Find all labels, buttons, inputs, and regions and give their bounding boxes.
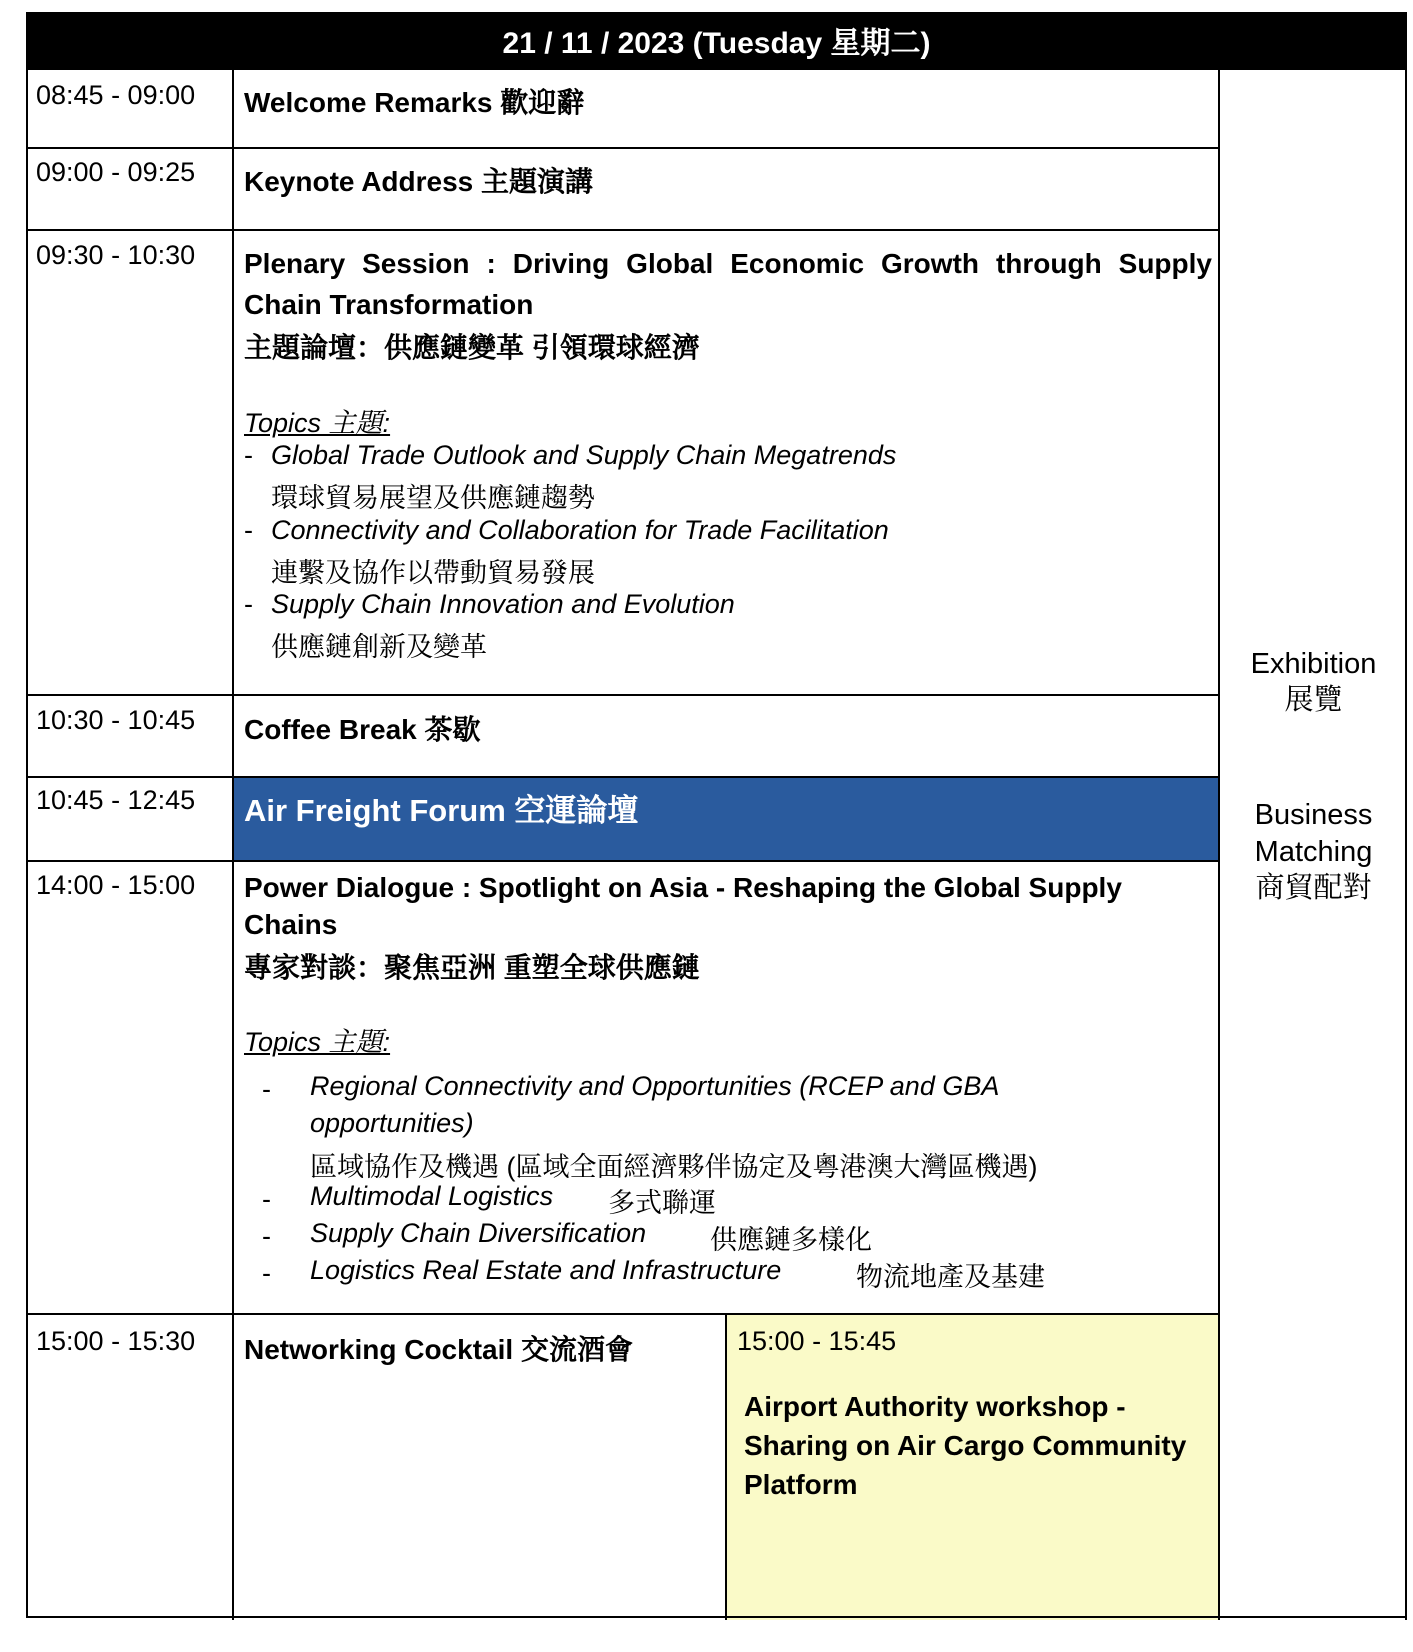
row-divider <box>26 694 1220 696</box>
workshop-title-cont: Platform <box>744 1469 858 1500</box>
topic-en: Regional Connectivity and Opportunities (RCEP and GBA <box>310 1071 1000 1101</box>
time-cell: 09:30 - 10:30 <box>36 240 196 270</box>
business-matching-label-zh: 商貿配對 <box>1255 872 1372 904</box>
time-cell: 08:45 - 09:00 <box>36 80 196 110</box>
row-divider <box>26 147 1220 149</box>
topic-en: Multimodal Logistics <box>310 1181 554 1211</box>
topic-en: Global Trade Outlook and Supply Chain Megatrends <box>271 440 897 470</box>
workshop-time: 15:00 - 15:45 <box>737 1326 897 1356</box>
bullet: - <box>244 440 253 470</box>
session-title: Power Dialogue : Spotlight on Asia - Reshaping the Global Supply <box>244 872 1122 903</box>
topic-zh: 供應鏈多樣化 <box>710 1225 872 1255</box>
session-title-zh: 主題論壇：供應鏈變革 引領環球經濟 <box>244 332 700 363</box>
workshop-divider <box>725 1314 727 1620</box>
business-matching-label-cont: Matching <box>1254 836 1373 868</box>
session-title-zh: 專家對談：聚焦亞洲 重塑全球供應鏈 <box>244 952 700 983</box>
workshop-title-cont: Sharing on Air Cargo Community <box>744 1430 1187 1461</box>
date-header: 21 / 11 / 2023 (Tuesday 星期二) <box>26 12 1407 70</box>
topic-en: Supply Chain Diversification <box>310 1218 647 1248</box>
session-title-cont: Chain Transformation <box>244 289 534 320</box>
bullet: - <box>262 1221 271 1251</box>
topics-label: Topics 主題: <box>244 1027 391 1057</box>
topic-en: Logistics Real Estate and Infrastructure <box>310 1255 782 1285</box>
session-title-cont: Chains <box>244 909 338 940</box>
row-divider <box>26 229 1220 231</box>
row-divider <box>26 1313 1220 1315</box>
workshop-title: Airport Authority workshop - <box>744 1391 1126 1422</box>
row-divider <box>26 776 1220 778</box>
topic-en-cont: opportunities) <box>310 1108 474 1138</box>
topic-zh: 多式聯運 <box>608 1188 716 1218</box>
time-cell: 10:45 - 12:45 <box>36 785 196 815</box>
topic-en: Connectivity and Collaboration for Trade Facilitation <box>271 515 889 545</box>
time-cell: 15:00 - 15:30 <box>36 1326 196 1356</box>
topic-en: Supply Chain Innovation and Evolution <box>271 589 735 619</box>
exhibition-label-zh: 展覽 <box>1284 684 1343 716</box>
topic-zh: 連繫及協作以帶動貿易發展 <box>271 558 595 588</box>
time-cell: 14:00 - 15:00 <box>36 870 196 900</box>
topics-label: Topics 主題: <box>244 408 391 438</box>
time-column-divider <box>232 70 234 1620</box>
bullet: - <box>262 1074 271 1104</box>
session-title: Networking Cocktail 交流酒會 <box>244 1334 633 1365</box>
bullet: - <box>244 589 253 619</box>
session-title: Keynote Address 主題演講 <box>244 166 594 197</box>
bullet: - <box>262 1258 271 1288</box>
forum-title: Air Freight Forum 空運論壇 <box>244 793 639 828</box>
topic-zh: 區域協作及機遇 (區域全面經濟夥伴協定及粵港澳大灣區機遇) <box>310 1152 1038 1182</box>
time-cell: 10:30 - 10:45 <box>36 705 196 735</box>
session-title: Plenary Session : Driving Global Economic Growth through Supply <box>244 248 1212 279</box>
exhibition-label: Exhibition <box>1250 648 1377 680</box>
topic-zh: 供應鏈創新及變革 <box>271 632 487 662</box>
time-cell: 09:00 - 09:25 <box>36 157 196 187</box>
session-title: Welcome Remarks 歡迎辭 <box>244 87 585 118</box>
topic-zh: 物流地產及基建 <box>856 1262 1045 1292</box>
bullet: - <box>244 515 253 545</box>
bullet: - <box>262 1184 271 1214</box>
row-divider <box>26 860 1220 862</box>
business-matching-label: Business <box>1254 799 1373 831</box>
topic-zh: 環球貿易展望及供應鏈趨勢 <box>271 483 595 513</box>
session-title: Coffee Break 茶歇 <box>244 714 481 745</box>
